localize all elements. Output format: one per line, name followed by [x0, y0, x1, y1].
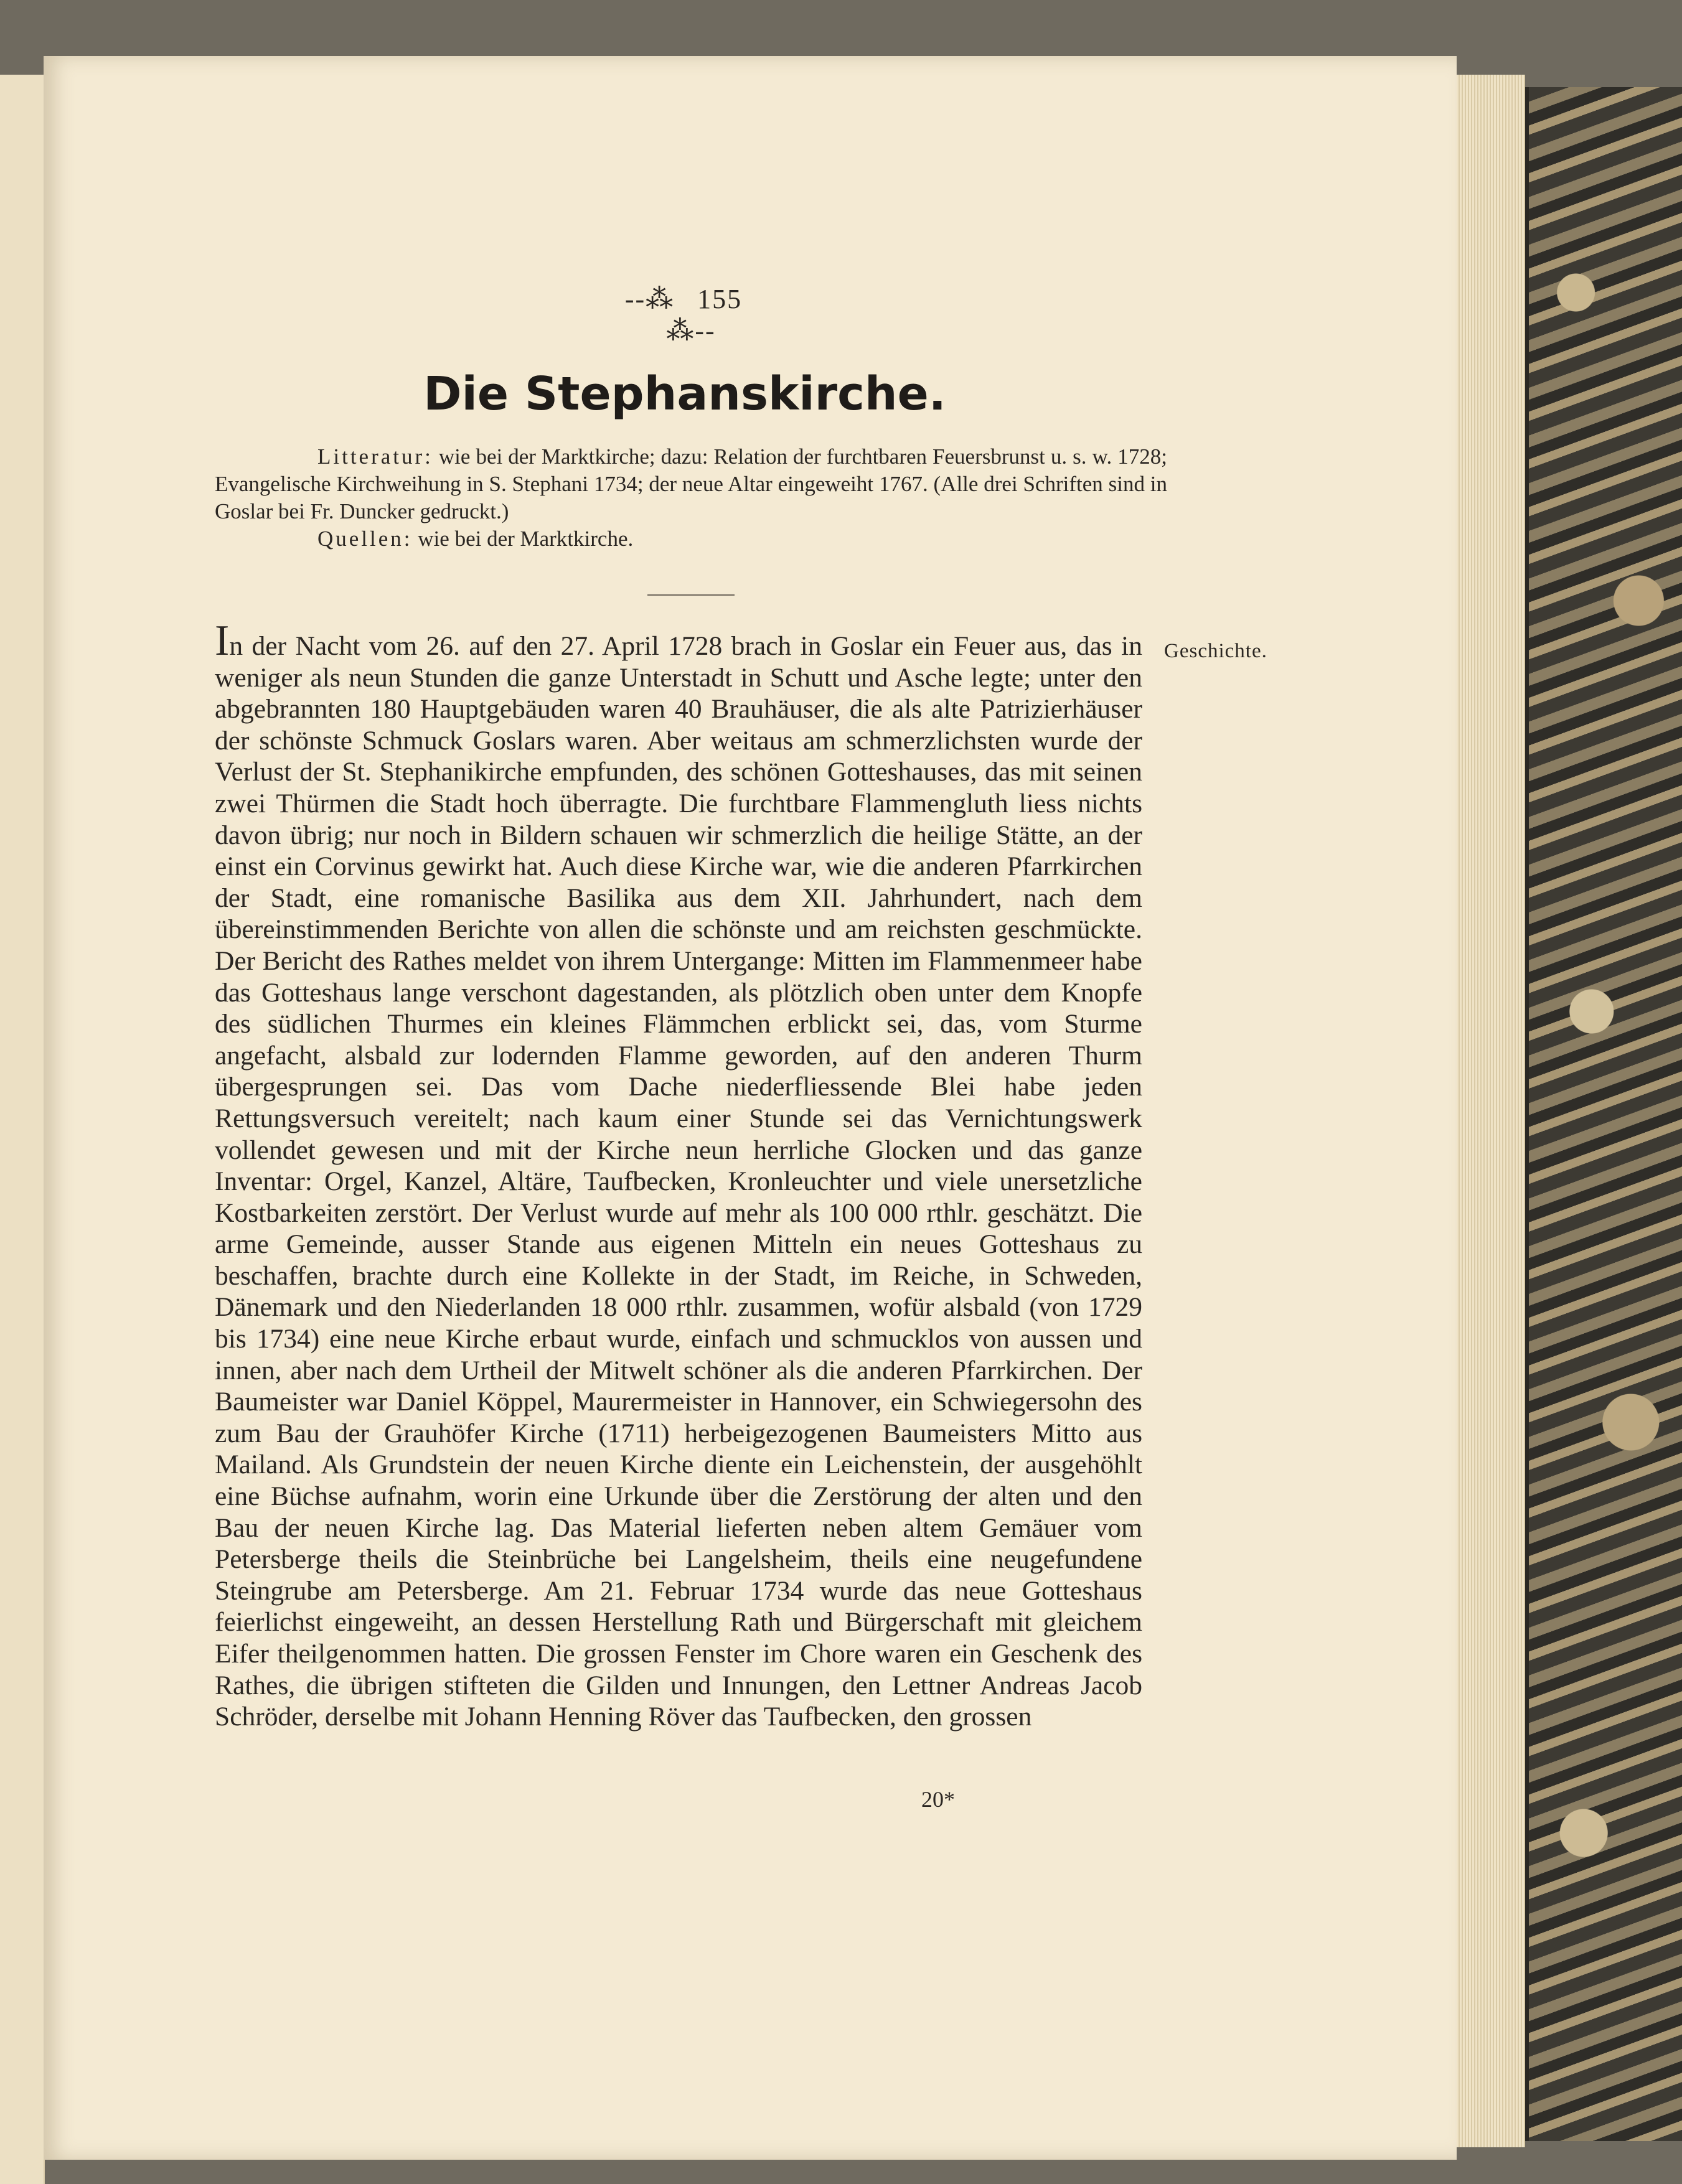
page-number: 155 [697, 284, 743, 314]
page-block-edges [1457, 75, 1525, 2147]
page-number-header [598, 283, 784, 347]
ornament-right: ⁂‑- [666, 316, 716, 346]
body-paragraph: In der Nacht vom 26. auf den 27. April 1728 brach in Goslar ein Feuer aus, das in weniger als neun Stunden die ganze Unterstadt in Schutt und Asche legte; unter den abgebrannten 180 Hauptgebäuden waren 40 Brauhäuser, die als alte Patrizierhäuser der schönste Schmuck Goslars waren. Aber weitaus am schmerzlichsten wurde der Verlust der St. Stephanikirche empfunden, des schönen Gotteshauses, das mit seinen zwei Thürmen die Stadt hoch überragte. Die furchtbare Flammengluth liess nichts davon übrig; nur noch in Bildern schauen wir schmerzlich die heilige Stätte, an der einst ein Corvinus gewirkt hat. Auch diese Kirche war, wie die anderen Pfarrkirchen der Stadt, eine romanische Basilika aus dem XII. Jahrhundert, nach dem übereinstimmenden Berichte von allen die schönste und am reichsten geschmückte. Der Bericht des Rathes meldet von ihrem Untergange: Mitten im Flammenmeer habe das Gotteshaus lange verschont dagestanden, als plötzlich oben unter dem Knopfe des südlichen Thurmes ein kleines Flämmchen erblickt sei, das, vom Sturme angefacht, alsbald zur lodernden Flamme geworden, auf den anderen Thurm übergesprungen sei. Das vom Dache niederfliessende Blei habe jeden Rettungsversuch vereitelt; nach kaum einer Stunde sei das Vernichtungswerk vollendet gewesen und mit der Kirche neun herrliche Glocken und das ganze Inventar: Orgel, Kanzel, Altäre, Taufbecken, Kronleuchter und viele unersetzliche Kostbarkeiten zerstört. Der Verlust wurde auf mehr als 100 000 rthlr. geschätzt. Die arme Gemeinde, ausser Stande aus eigenen Mitteln ein neues Gotteshaus zu beschaffen, brachte durch eine Kollekte in der Stadt, im Reiche, in Schweden, Dänemark und den Niederlanden 18 000 rthlr. zusammen, wofür alsbald (von 1729 bis 1734) eine neue Kirche erbaut wurde, einfach und schmucklos von aussen und innen, aber nach dem Urtheil der Mitwelt schöner als die anderen Pfarrkirchen. Der Baumeister war Daniel Köppel, Maurermeister in Hannover, ein Schwiegersohn des zum Bau der Grauhöfer Kirche (1711) herbeigezogenen Baumeisters Mitto aus Mailand. Als Grundstein der neuen Kirche diente ein Leichenstein, der ausgehöhlt eine Büchse aufnahm, worin eine Urkunde über die Zerstörung der alten und den Bau der neuen Kirche lag. Das Material lieferten neben altem Gemäuer vom Petersberge theils die Steinbrüche bei Langelsheim, theils eine neugefundene Steingrube am Petersberge. Am 21. Februar 1734 wurde das neue Gotteshaus feierlichst eingeweiht, an dessen Herstellung Rath und Bürgerschaft mit gleichem Eifer theilgenommen hatten. Die grossen Fenster im Chore waren ein Geschenk des Rathes, die übrigen stifteten die Gilden und Innungen, den Lettner Andreas Jacob Schröder, derselbe mit Johann Henning Röver das Taufbecken, den grossen [215, 617, 1142, 1732]
literature-text: wie bei der Marktkirche; dazu: Relation der furchtbaren Feuersbrunst u. s. w. 1728; Evangelische Kirchweihung in S. Stephani 1734; der neue Altar eingeweiht 1767. (Alle drei Schriften sind in Goslar bei Fr. Duncker gedruckt.) [215, 444, 1167, 523]
sources-text: wie bei der Marktkirche. [418, 527, 634, 551]
margin-note: Geschichte. [1164, 640, 1267, 662]
sources-paragraph [215, 525, 1167, 553]
literature-paragraph [215, 443, 1167, 525]
adjacent-page-edge [0, 75, 45, 2184]
ornament-left: -‑⁂ [624, 284, 675, 314]
sources-label: Quellen: [317, 527, 413, 551]
chapter-title: Die Stephanskirche. [423, 367, 946, 421]
bibliography-block [215, 443, 1167, 553]
signature-mark: 20* [921, 1787, 955, 1812]
section-divider [647, 594, 735, 596]
marbled-cover [1525, 87, 1682, 2141]
literature-label: Litteratur: [317, 444, 433, 469]
